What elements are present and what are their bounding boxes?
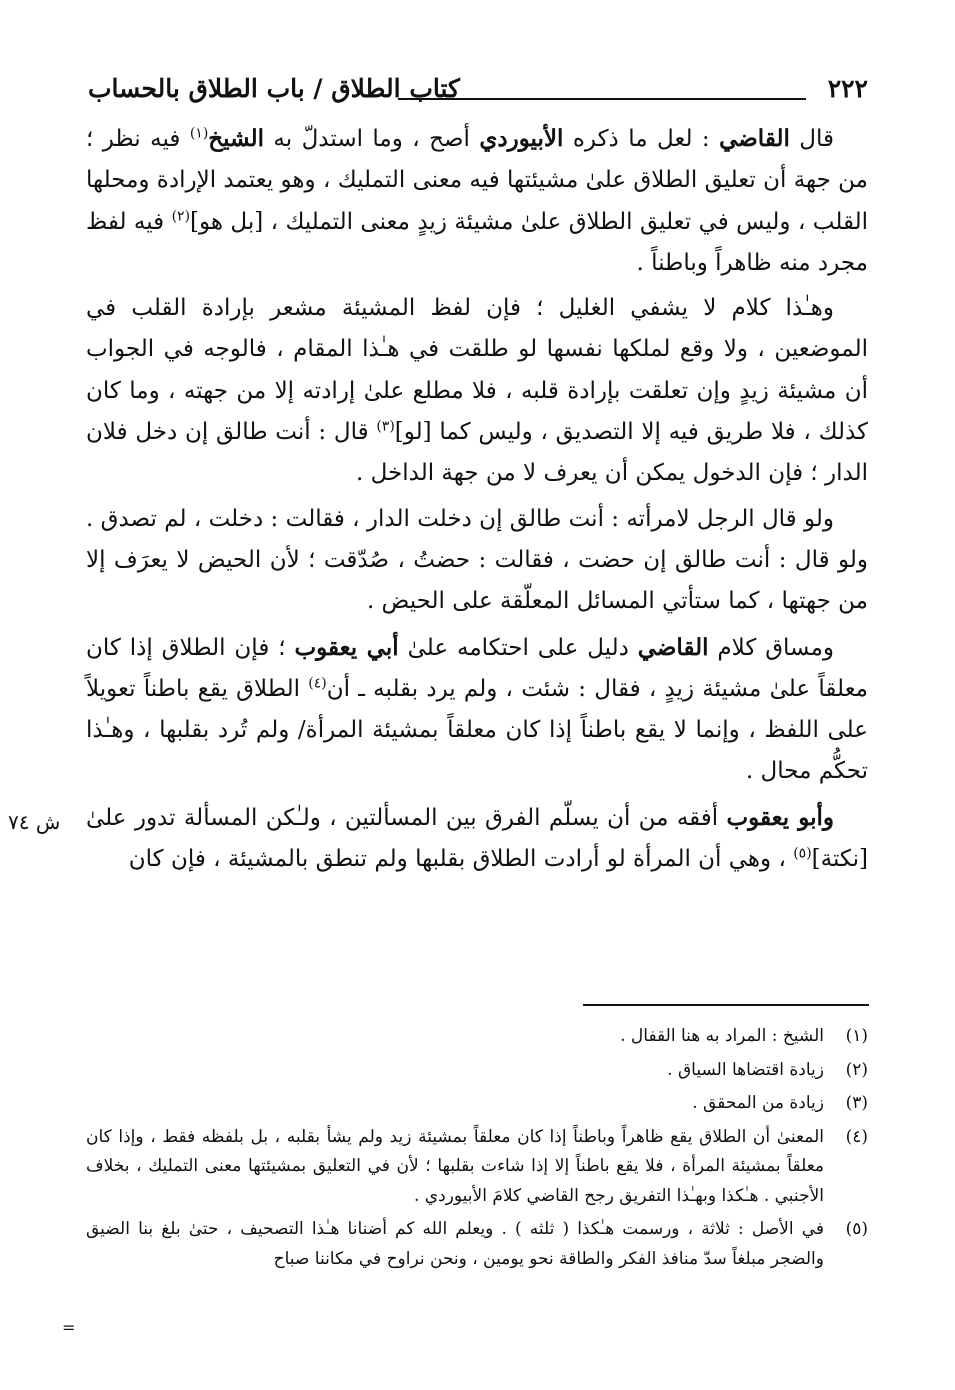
footnote-item xyxy=(86,1123,868,1212)
footnotes xyxy=(86,1022,868,1278)
bold-name: أبي يعقوب xyxy=(294,633,399,661)
text-run: ولو قال الرجل لامرأته : أنت طالق إن دخلت الدار ، فقالت : دخلت ، لم تصدق . ولو قال : أنت طالق إن حضت ، فقالت : حضتُ ، صُدّقت ؛ لأن الحيض لا يعرَف إلا من جهتها ، كما ستأتي المسائل المعلّقة على الحيض . xyxy=(86,505,868,615)
footnote-number: (٤) xyxy=(845,1126,868,1147)
footnote-text: زيادة من المحقق . xyxy=(692,1093,824,1113)
footnote-separator xyxy=(583,1004,869,1006)
page-number: ٢٢٢ xyxy=(827,74,868,103)
footnote-ref: (٣) xyxy=(376,418,395,435)
bold-name: الأبيوردي xyxy=(479,125,564,152)
running-header xyxy=(88,68,868,114)
text-run: قال : أنت طالق إن دخل فلان الدار ؛ فإن الدخول يمكن أن يعرف لا من جهة الداخل . xyxy=(86,419,868,487)
footnote-ref: (٥) xyxy=(793,845,812,862)
main-text xyxy=(86,118,868,884)
paragraph xyxy=(86,118,868,284)
continuation-mark: = xyxy=(62,1318,76,1337)
paragraph xyxy=(86,627,868,793)
text-run: وهـٰذا كلام لا يشفي الغليل ؛ فإن لفظ المشيئة مشعر بإرادة القلب في الموضعين ، ولا وقع لملكها نفسها لو طلقت في هـٰذا المقام ، فالوجه في الجواب أن مشيئة زيدٍ وإن تعلقت بإرادة قلبه ، فلا مطلع علىٰ إرادته إلا من جهته ، وما كان كذلك ، فلا طريق فيه إلا التصديق ، وليس كما [لو] xyxy=(86,295,868,446)
bold-name: القاضي xyxy=(719,125,790,152)
paragraph xyxy=(86,797,868,881)
text-run: قال xyxy=(789,126,835,152)
footnote-number: (٢) xyxy=(845,1059,868,1080)
text-run: أصح ، وما استدلّ به xyxy=(264,126,480,152)
text-run: الطلاق يقع باطناً تعويلاً على اللفظ ، وإنما لا يقع باطناً إذا كان معلقاً بمشيئة المرأة/ ولم تُرد بقلبها ، وهـٰذا تحكُّم محال . xyxy=(86,675,868,785)
bold-name: وأبو يعقوب xyxy=(726,803,834,831)
bold-name: الشيخ xyxy=(208,125,264,152)
text-run: ومساق كلام xyxy=(708,634,835,661)
margin-folio-note: ش ٧٤ xyxy=(8,810,61,834)
footnote-ref: (٤) xyxy=(308,675,327,692)
footnote-text: الشيخ : المراد به هنا القفال . xyxy=(620,1026,824,1046)
footnote-ref: (٢) xyxy=(171,207,191,224)
bold-name: القاضي xyxy=(637,633,709,661)
footnote-text: زيادة اقتضاها السياق . xyxy=(667,1059,824,1080)
paragraph xyxy=(86,499,868,623)
text-run: : لعل ما ذكره xyxy=(563,126,720,152)
footnote-text: في الأصل : ثلاثة ، ورسمت هـٰكذا ( ثلثه ) . ويعلم الله كم أضنانا هـٰذا التصحيف ، حتىٰ بلغ بنا الضيق والضجر مبلغاً سدّ منافذ الفكر والطاقة نحو يومين ، ونحن نراوح في مكاننا صباح xyxy=(86,1219,824,1269)
footnote-item xyxy=(86,1022,868,1052)
text-run: أفقه من أن يسلّم الفرق بين المسألتين ، ولـٰكن المسألة تدور علىٰ [نكتة] xyxy=(86,804,868,873)
running-title: كتاب الطلاق / باب الطلاق بالحساب xyxy=(88,74,460,103)
footnote-item xyxy=(86,1056,868,1086)
footnote-number: (٥) xyxy=(845,1219,868,1239)
footnote-item xyxy=(86,1215,868,1274)
footnote-text: المعنىٰ أن الطلاق يقع ظاهراً وباطناً إذا كان معلقاً بمشيئة زيد ولم يشأ بقلبه ، بل بلفظه فقط ، وإذا كان معلقاً بمشيئة المرأة ، فلا يقع باطناً إلا إذا شاءت بقلبها ؛ لأن في التعليق بمشيئتها معنى التمليك ، بخلاف الأجنبي . هـٰكذا وبهـٰذا التفريق رجح القاضي كلامَ الأبيوردي . xyxy=(86,1126,824,1206)
footnote-ref: (١) xyxy=(189,125,209,142)
footnote-number: (١) xyxy=(845,1026,868,1046)
text-run: ؛ فإن الطلاق إذا كان معلقاً علىٰ مشيئة زيدٍ ، فقال : شئت ، ولم يرد بقلبه ـ أن xyxy=(86,634,868,702)
paragraph xyxy=(86,288,868,494)
text-run: دليل على احتكامه علىٰ xyxy=(398,634,638,661)
footnote-number: (٣) xyxy=(845,1093,868,1113)
text-run: ، وهي أن المرأة لو أرادت الطلاق بقلبها ولم تنطق بالمشيئة ، فإن كان xyxy=(128,846,794,873)
footnote-item xyxy=(86,1089,868,1119)
text-run: فيه لفظ مجرد منه ظاهراً وباطناً . xyxy=(86,208,868,276)
text-run: فيه نظر ؛ من جهة أن تعليق الطلاق علىٰ مشيئتها فيه معنى التمليك ، وهو يعتمد الإرادة ومحلها القلب ، وليس في تعليق الطلاق علىٰ مشيئة زيدٍ معنى التمليك ، [بل هو] xyxy=(86,126,868,235)
